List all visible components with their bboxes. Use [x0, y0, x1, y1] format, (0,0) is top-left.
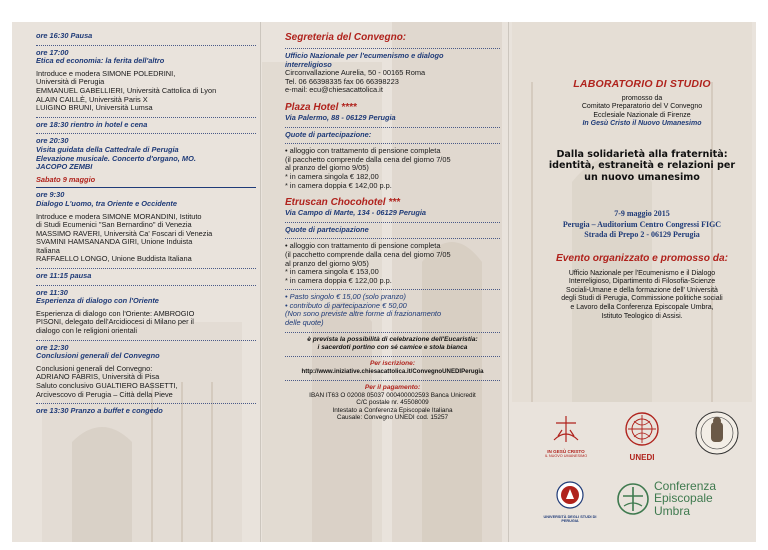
session-title: ore 11:15 pausa — [36, 271, 92, 281]
divider — [285, 237, 500, 239]
text-line: Comitato Preparatorio del V Convegno — [581, 103, 703, 111]
text-line: IBAN IT63 O 02008 05037 000400002593 Banca Unicredit — [309, 391, 476, 399]
text-line: PISONI, delegato dell'Arcidiocesi di Milano per il — [36, 317, 194, 327]
text-line: * in camera doppia € 122,00 p.p. — [285, 275, 392, 285]
divider — [285, 288, 500, 290]
text-line: EMMANUEL GABELLIERI, Università Cattolica di Lyon — [36, 85, 217, 95]
session-title: Etica ed economia: la ferita dell'altro — [36, 56, 165, 66]
text-line: (il pacchetto comprende dalla cena del giorno 7/05 — [285, 154, 451, 164]
text-line: Italiana — [36, 245, 60, 255]
session-title: Dialogo L'uomo, tra Oriente e Occidente — [36, 198, 177, 208]
email-link[interactable]: e-mail: ecu@chiesacattolica.it — [285, 85, 383, 95]
divider — [285, 142, 500, 144]
session-time: ore 12:30 — [36, 342, 69, 352]
text-line: Istituto Teologico di Assisi. — [601, 312, 683, 320]
quote-heading: Quote di partecipazione — [285, 224, 369, 234]
text-line: Interreligioso, Dipartimento di Filosofia-Scienze — [568, 278, 716, 286]
day-heading: Sabato 9 maggio — [36, 174, 96, 184]
logo-text: IL NUOVO UMANESIMO — [544, 454, 588, 458]
lab-title: LABORATORIO DI STUDIO — [573, 78, 711, 90]
text-line: LUIGINO BRUNI, Università Lumsa — [36, 103, 153, 113]
pause-1: ore 16:30 Pausa — [36, 31, 93, 40]
text-line: dialogo con le religioni orientali — [36, 326, 138, 336]
text-line: RAFFAELLO LONGO, Unione Buddista Italiana — [36, 254, 192, 264]
text-line: • alloggio con trattamento di pensione completa — [285, 241, 441, 251]
text-line: (Non sono previste altre forme di frazionamento — [285, 309, 442, 319]
griffin-icon — [555, 480, 585, 510]
text-line: MASSIMO RAVERI, Università Ca' Foscari di Venezia — [36, 228, 213, 238]
text-line: * in camera singola € 182,00 — [285, 171, 379, 181]
session-title: Conclusioni generali del Convegno — [36, 351, 160, 361]
text-line: Intestato a Conferenza Episcopale Italiana — [332, 406, 453, 414]
divider — [36, 132, 256, 134]
session-time: ore 20:30 — [36, 136, 69, 146]
session-time: ore 9:30 — [36, 190, 65, 200]
logo-text: UNIVERSITÀ DEGLI STUDI DI PERUGIA — [543, 515, 597, 524]
divider — [36, 267, 256, 269]
text-line: promosso da — [621, 95, 663, 102]
fold-line-2 — [508, 22, 509, 542]
text-line: Ufficio Nazionale per l'Ecumenismo e il Dialogo — [568, 269, 716, 277]
text-line: di Studi Ecumenici "San Bernardino" di Venezia — [36, 220, 192, 230]
logos-area — [532, 410, 752, 530]
text-line: Ecclesiale Nazionale di Firenze — [593, 111, 691, 119]
text-line: SVAMINI HAMSANANDA GIRI, Unione Induista — [36, 237, 193, 247]
session-time: ore 17:00 — [36, 47, 69, 57]
divider — [285, 331, 500, 333]
session-title: ore 13:30 Pranzo a buffet e congedo — [36, 406, 163, 416]
divider — [285, 355, 500, 357]
text-line: Conclusioni generali del Convegno: — [36, 363, 153, 373]
info-column — [285, 32, 500, 422]
text-line: Università di Perugia — [36, 77, 105, 87]
fold-line-1 — [260, 22, 261, 542]
text-line: Saluto conclusivo GUALTIERO BASSETTI, — [36, 381, 178, 390]
quote-heading: Quote di partecipazione: — [285, 129, 372, 139]
secretariat-title: Segreteria del Convegno: — [285, 32, 407, 43]
text-line: (il pacchetto comprende dalla cena del giorno 7/05 — [285, 249, 451, 259]
logo-text: UNEDI — [629, 453, 655, 462]
divider — [285, 126, 500, 128]
text-line: * in camera doppia € 142,00 p.p. — [285, 180, 392, 190]
text-line: al pranzo del giorno 9/05) — [285, 163, 369, 173]
hotel-name: Plaza Hotel **** — [285, 101, 357, 113]
divider — [36, 284, 256, 286]
hotel-address: Via Palermo, 88 - 06129 Perugia — [285, 112, 396, 122]
university-logo — [540, 480, 600, 530]
theme-title: identità, estraneità e relazioni per — [548, 160, 736, 172]
motto: In Gesù Cristo il Nuovo Umanesimo — [582, 120, 702, 128]
session-time: ore 11:30 — [36, 287, 68, 297]
text-line: * in camera singola € 153,00 — [285, 267, 379, 277]
event-venue: Perugia – Auditorium Centro Congressi FIGC — [562, 219, 722, 229]
divider — [36, 44, 256, 46]
text-line: Sociali-Umane e della formazione dell' Università — [566, 286, 718, 294]
logo-text: Episcopale — [654, 491, 713, 506]
text-line: Circonvallazione Aurelia, 50 - 00165 Roma — [285, 68, 426, 78]
text-line: • contributo di partecipazione € 50,00 — [285, 300, 407, 310]
divider — [285, 47, 500, 49]
brochure-sheet — [12, 22, 756, 542]
divider — [36, 116, 256, 118]
divider — [36, 186, 256, 188]
logo-text: IN GESÙ CRISTO — [547, 449, 585, 454]
text-line: ALAIN CAILLÈ, Università Paris X — [36, 94, 148, 104]
text-line: degli Studi di Perugia, Commissione politiche sociali — [561, 295, 723, 303]
session-title: Esperienza di dialogo con l'Oriente — [36, 296, 159, 306]
text-line: e Lavoro della Conferenza Episcopale Umbra, — [570, 304, 714, 311]
convegno-logo — [538, 414, 594, 464]
organizer-title: Evento organizzato e promosso da: — [555, 252, 729, 264]
ceu-text — [654, 480, 716, 517]
cover-column — [532, 32, 752, 321]
divider — [285, 221, 500, 223]
text-line: Causale: Convegno UNEDI cod. 15257 — [336, 414, 449, 422]
text-line: al pranzo del giorno 9/05) — [285, 258, 369, 268]
mass-note: i sacerdoti portino con sé camice e stola bianca — [317, 343, 468, 351]
text-line: Visita guidata della Cattedrale di Perugia — [36, 144, 179, 154]
text-line: JACOPO ZEMBI — [36, 162, 93, 172]
logo-text: Conferenza — [654, 479, 717, 493]
event-date: 7-9 maggio 2015 — [614, 209, 670, 219]
text-line: Introduce e modera SIMONE MORANDINI, Istituto — [36, 211, 202, 221]
ceu-emblem-icon — [616, 482, 650, 516]
text-line: Ufficio Nazionale per l'ecumenismo e dialogo — [285, 51, 444, 60]
session-title: ore 18:30 rientro in hotel e cena — [36, 119, 148, 129]
logo-text: Umbra — [654, 503, 691, 518]
text-line: C/C postale nr. 45508009 — [356, 399, 429, 407]
text-line: ADRIANO FABRIS, Università di Pisa — [36, 372, 160, 382]
text-line: • Pasto singolo € 15,00 (solo pranzo) — [285, 292, 406, 302]
ceu-logo — [616, 476, 752, 526]
unedi-emblem-icon — [622, 410, 662, 448]
text-line: • alloggio con trattamento di pensione completa — [285, 146, 441, 156]
hotel-address: Via Campo di Marte, 134 - 06129 Perugia — [285, 208, 427, 218]
seal-icon — [694, 410, 740, 456]
unedi-logo — [614, 410, 670, 466]
hotel-name: Etruscan Chocohotel *** — [285, 197, 401, 209]
theme-title: un nuovo umanesimo — [584, 171, 700, 183]
registration-url[interactable]: http://www.iniziative.chiesacattolica.it/ConvegnoUNEDIPerugia — [301, 367, 484, 375]
text-line: interreligioso — [285, 59, 332, 69]
event-venue: Strada di Prepo 2 - 06129 Perugia — [584, 230, 700, 240]
divider — [36, 402, 256, 404]
mass-note: è prevista la possibilità di celebrazione dell'Eucaristia: — [307, 335, 478, 343]
text-line: Introduce e modera SIMONE POLEDRINI, — [36, 68, 176, 78]
divider — [285, 379, 500, 381]
cross-icon — [548, 414, 584, 444]
text-line: Arcivescovo di Perugia – Città della Pieve — [36, 389, 173, 399]
payment-title: Per il pagamento: — [364, 383, 421, 391]
seal-logo — [694, 410, 744, 460]
program-column — [36, 32, 256, 416]
divider — [36, 339, 256, 341]
text-line: Elevazione musicale. Concerto d'organo, MO. — [36, 153, 196, 163]
text-line: Esperienza di dialogo con l'Oriente: AMBROGIO — [36, 308, 195, 318]
theme-title: Dalla solidarietà alla fraternità: — [556, 148, 728, 160]
registration-title: Per iscrizione: — [369, 359, 416, 367]
text-line: delle quote) — [285, 318, 324, 328]
text-line: Tel. 06 66398335 fax 06 66398223 — [285, 76, 399, 86]
